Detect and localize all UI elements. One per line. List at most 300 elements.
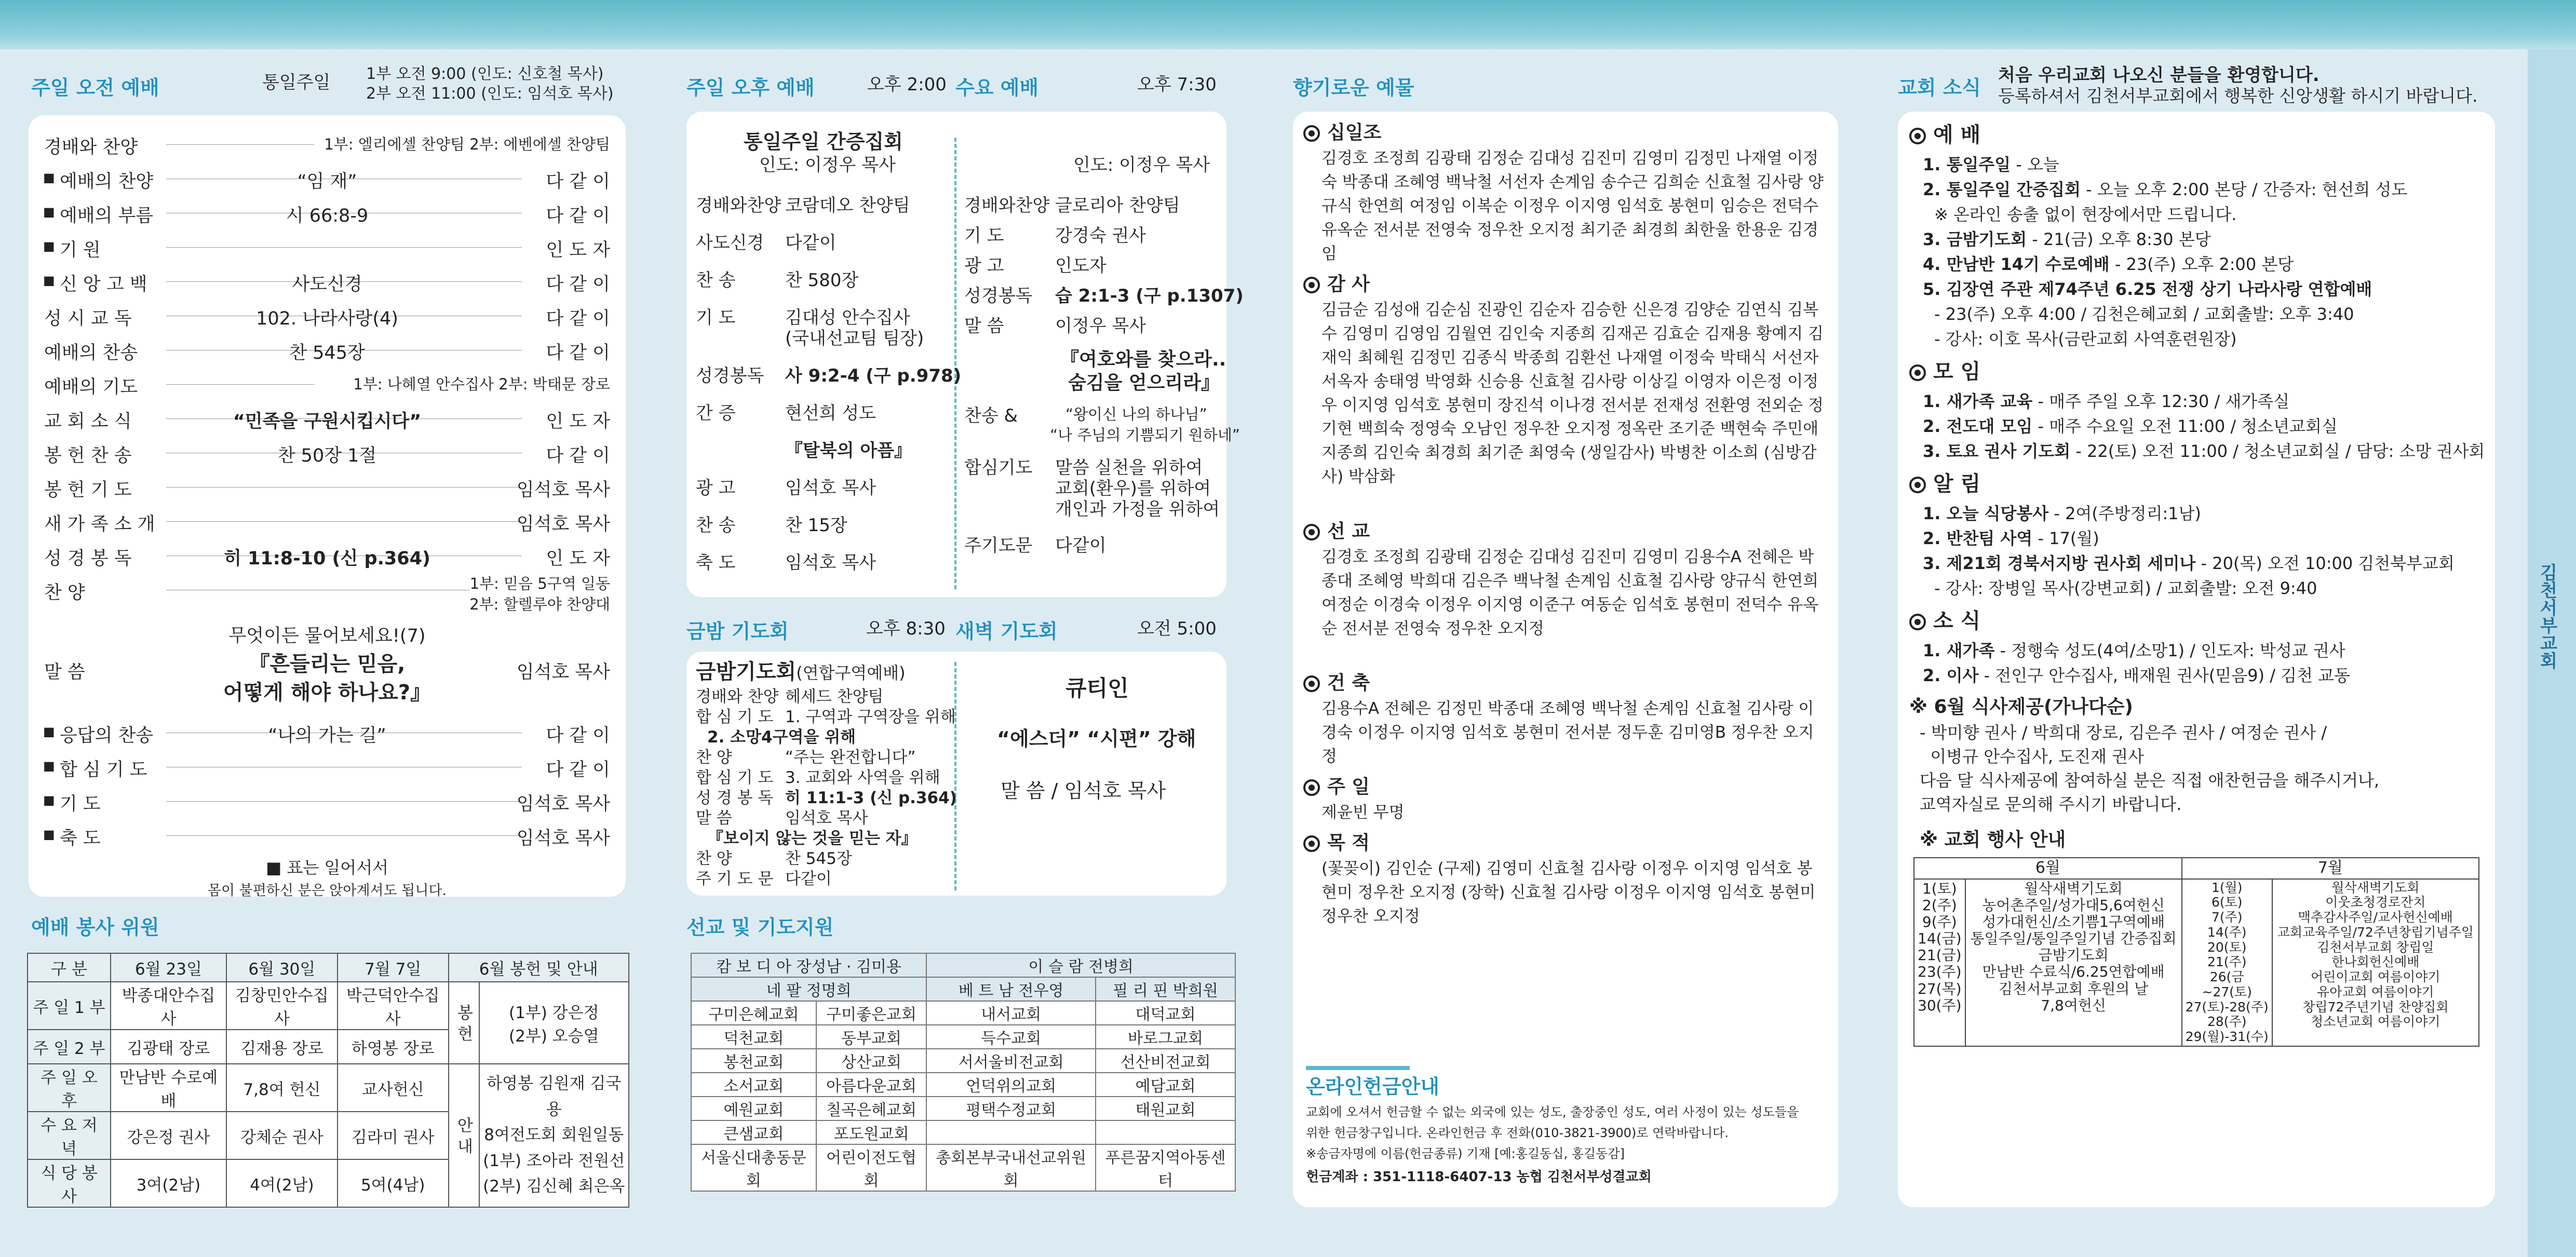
news-item — [1923, 441, 2485, 462]
news-item-text: - 23(주) 오후 4:00 / 김천은혜교회 / 교회출발: 오후 3:40 — [1934, 304, 2354, 324]
july-date: 21(주) — [2207, 954, 2247, 970]
order-label: 말 씀 — [44, 662, 85, 683]
choir-1: 1부: 믿음 5구역 일동 — [469, 575, 610, 592]
news-item — [1923, 391, 2289, 412]
friday-label: 경배와 찬양 — [696, 687, 779, 706]
news-item — [1934, 329, 2237, 349]
bong-label: 봉 헌 — [449, 982, 479, 1064]
mission-row — [691, 1120, 1235, 1144]
june-event: 성가대헌신/소기쁨1구역예배 — [1982, 913, 2165, 930]
offering-group-title — [1303, 671, 1370, 695]
service-row — [28, 982, 629, 1030]
bong-2: (2부) 오승열 — [508, 1027, 599, 1046]
wednesday-lord: 다같이 — [1055, 535, 1107, 556]
dawn-title: 새벽 기도회 — [955, 620, 1058, 643]
wednesday-prayer: 개인과 가정을 위하여 — [1055, 499, 1220, 520]
news-item-text: - 오늘 — [2011, 155, 2059, 174]
dawn-head: 큐티인 — [1066, 675, 1129, 701]
mission-cell: 아름다운교회 — [816, 1073, 927, 1097]
friday-label: 말 씀 — [696, 809, 732, 828]
june-date: 23(주) — [1918, 963, 1962, 981]
mission-cell: 득수교회 — [926, 1025, 1096, 1049]
order-leader: 1부: 엘리에셀 찬양팀 2부: 에벤에셀 찬양팀 — [324, 136, 610, 153]
online-line-1: 교회에 오셔서 헌금할 수 없는 외국에 있는 성도, 출장중인 성도, 여러 사정이 있는 성도들을 — [1306, 1105, 1799, 1119]
mission-cell: 캄 보 디 아 장성남 · 김미용 — [691, 953, 926, 977]
divider-2 — [954, 662, 956, 890]
meal-line: 다음 달 식사제공에 참여하실 분은 직접 애찬헌금을 해주시거나, — [1920, 771, 2380, 790]
june-date: 2(주) — [1922, 896, 1957, 914]
service-head-cell: 6월 봉헌 및 안내 — [449, 953, 629, 982]
offering-group-title — [1303, 121, 1381, 144]
wednesday-sermon-2: 숨김을 얻으리라』 — [1068, 372, 1220, 394]
bullet-circle-icon — [1909, 614, 1926, 630]
news-section-name: 소 식 — [1933, 609, 1981, 633]
friday-title: 금밤 기도회 — [686, 620, 789, 643]
friday-value: 3. 교회와 사역을 위해 — [785, 768, 940, 787]
friday-label: 성 경 봉 독 — [696, 789, 774, 807]
mission-cell: 봉천교회 — [691, 1049, 816, 1073]
news-item — [1923, 503, 2201, 524]
wednesday-value: 이정우 목사 — [1055, 316, 1147, 336]
mission-title: 선교 및 기도지원 — [686, 916, 834, 939]
mission-cell: 필 리 핀 박희원 — [1096, 977, 1235, 1001]
order-leader: 임석호 목사 — [516, 480, 610, 501]
wednesday-time: 오후 7:30 — [1137, 74, 1217, 95]
order-label: 예배의 기도 — [44, 377, 138, 398]
afternoon-value: 다같이 — [785, 233, 837, 253]
afternoon-title: 주일 오후 예배 — [686, 76, 815, 99]
friday-head: 금밤기도회(연합구역예배) — [696, 660, 906, 684]
offering-group-name: 십일조 — [1327, 122, 1382, 143]
offering-names: 김경호 조정희 김광태 김정순 김대성 김진미 김영미 김용수A 전혜은 박종대 조혜영 박희대 김은주 백낙철 손계임 신효철 김사랑 양규식 한연희 여정순 이경숙 이정우 이지영 이준구 여동순 임석호 봉현미 전덕수 유옥순 전서분 전영숙 정우찬 오지정 — [1321, 548, 1819, 638]
news-item — [1923, 553, 2454, 574]
news-item-text: - 전인구 안수집사, 배재원 권사(믿음9) / 김천 교동 — [1978, 666, 2351, 685]
mission-cell: 총회본부국내선교위원회 — [926, 1144, 1096, 1191]
order-row — [29, 538, 626, 571]
afternoon-head: 통일주일 간증집회 — [744, 130, 903, 153]
afternoon-value: 사 9:2-4 (구 p.978) — [785, 366, 962, 386]
mission-cell: 칠곡은혜교회 — [816, 1097, 927, 1120]
wednesday-prayer: 말씀 실천을 위하여 — [1055, 457, 1203, 478]
afternoon-label: 경배와찬양 — [696, 195, 781, 216]
afternoon-value-2: (국내선교팀 팀장) — [785, 328, 924, 349]
news-item-head: 2. 이사 — [1923, 666, 1979, 685]
friday-dawn-card — [686, 652, 1226, 896]
leader-line — [166, 247, 522, 248]
news-item-head: 1. 새가족 — [1923, 641, 1995, 660]
order-label: ■ 예배의 찬양 — [44, 167, 153, 193]
july-event: 이웃초청경로잔치 — [2325, 895, 2426, 910]
july-date: 1(월) — [2211, 880, 2243, 895]
service-cell: 3여(2남) — [111, 1159, 226, 1207]
service-cell: 박종대안수집사 — [111, 982, 226, 1030]
bullet-circle-icon — [1909, 477, 1926, 493]
dawn-time: 오전 5:00 — [1137, 618, 1217, 639]
news-title: 교회 소식 — [1898, 76, 1981, 99]
an-names — [479, 1064, 629, 1207]
mission-row — [691, 1049, 1235, 1073]
service-cell: 7,8여 헌신 — [226, 1064, 338, 1112]
order-row-sermon — [29, 621, 626, 710]
sermon-title-2: 어떻게 해야 하나요?』 — [223, 681, 431, 705]
july-date: 14(주) — [2207, 924, 2247, 940]
order-leader: 인 도 자 — [546, 548, 610, 569]
offering-card — [1293, 112, 1838, 1207]
news-item-head: 3. 제21회 경북서지방 권사회 세미나 — [1923, 553, 2196, 573]
order-leader: 다 같 이 — [546, 171, 610, 192]
bullet-circle-icon — [1303, 835, 1320, 852]
service-cell: 수 요 저 녁 — [28, 1112, 111, 1159]
mission-cell: 서서울비전교회 — [926, 1049, 1096, 1073]
mission-cell: 포도원교회 — [816, 1120, 927, 1144]
order-row — [29, 298, 626, 331]
order-leader: 임석호 목사 — [516, 662, 610, 683]
note-2: 몸이 불편하신 분은 앉아계셔도 됩니다. — [207, 883, 447, 899]
mission-table — [691, 953, 1236, 1192]
afternoon-value: 현선희 성도 — [785, 403, 876, 424]
mission-row — [691, 1073, 1235, 1097]
mission-cell: 서울신대총동문회 — [691, 1144, 816, 1191]
offering-names: 제윤빈 무명 — [1321, 803, 1405, 822]
news-section-title — [1909, 608, 1980, 634]
friday-value: 1. 구역과 구역장을 위해 — [785, 708, 956, 726]
news-item-head: 1. 통일주일 — [1923, 155, 2011, 174]
mission-cell: 대덕교회 — [1096, 1001, 1235, 1025]
order-item: 102. 나라사랑(4) — [256, 308, 398, 329]
friday-label: 찬 양 — [696, 849, 732, 868]
news-item-text: ※ 온라인 송출 없이 현장에서만 드립니다. — [1934, 205, 2237, 224]
news-item — [1923, 279, 2372, 300]
june-date: 27(목) — [1918, 980, 1962, 997]
mission-cell: 선산비전교회 — [1096, 1049, 1235, 1073]
news-welcome: 처음 우리교회 나오신 분들을 환영합니다. — [1998, 65, 2319, 86]
afternoon-label: 찬 송 — [696, 515, 736, 536]
order-item: 시 66:8-9 — [286, 206, 369, 226]
mission-row — [691, 1144, 1235, 1191]
wednesday-hymn-2: “나 주님의 기쁨되기 원하네” — [1050, 426, 1240, 444]
news-item — [1934, 304, 2354, 325]
mission-cell — [1096, 1120, 1235, 1144]
order-item: “나의 가는 길” — [268, 725, 386, 746]
news-welcome-2: 등록하셔서 김천서부교회에서 행복한 신앙생활 하시기 바랍니다. — [1998, 86, 2478, 106]
calendar-head-cell: 7월 — [2182, 858, 2479, 879]
service-title: 예배 봉사 위원 — [31, 916, 159, 939]
bullet-circle-icon — [1303, 779, 1320, 796]
july-date: 27(토)-28(주) — [2185, 999, 2269, 1015]
news-section-title — [1909, 122, 1980, 148]
mission-cell: 어린이전도협회 — [816, 1144, 927, 1191]
friday-value: 2. 소망4구역을 위해 — [707, 728, 856, 747]
meal-line: - 박미향 권사 / 박희대 장로, 김은주 권사 / 여정순 권사 / — [1920, 723, 2327, 742]
wednesday-label: 광 고 — [964, 255, 1004, 276]
online-line-2: 위한 헌금창구입니다. 온라인헌금 후 전화(010-3821-3900)로 연락바랍니다. — [1306, 1126, 1729, 1140]
friday-value: “주는 완전합니다” — [785, 748, 916, 767]
service-cell: 주 일 오 후 — [28, 1064, 111, 1112]
service-cell: 교사헌신 — [338, 1064, 449, 1112]
order-item: “임 재” — [297, 171, 357, 192]
mission-cell: 소서교회 — [691, 1073, 816, 1097]
july-date: 28(주) — [2207, 1014, 2247, 1030]
news-item-head: 3. 금밤기도회 — [1923, 229, 2027, 249]
afternoon-value: 김대성 안수집사 — [785, 307, 910, 328]
news-item-text: - 매주 수요일 오전 11:00 / 청소년교회실 — [2032, 416, 2338, 436]
news-item — [1934, 204, 2236, 225]
wednesday-lord-label: 주기도문 — [964, 535, 1033, 556]
wednesday-label: 기 도 — [964, 225, 1004, 246]
friday-value: 히 11:1-3 (신 p.364) — [785, 789, 957, 807]
mission-cell: 바로그교회 — [1096, 1025, 1235, 1049]
offering-group-title — [1303, 273, 1370, 296]
mission-cell: 푸른꿈지역아동센터 — [1096, 1144, 1235, 1191]
an-line: 하영봉 김원재 김국용 — [487, 1074, 622, 1119]
order-label: 찬 양 — [44, 583, 85, 603]
mission-cell: 베 트 남 전우영 — [926, 977, 1096, 1001]
june-event: 농어촌주일/성가대5,6여헌신 — [1982, 896, 2165, 914]
offering-names: 김금순 김성애 김순심 진광인 김순자 김승한 신은경 김양순 김연식 김복수 김영미 김영임 김월연 김인숙 지종희 김재곤 김효순 김재용 황예지 김재익 최혜원 김정민 김종식 박종희 김환선 나재열 이정숙 박태식 서선자 서옥자 송태영 박영화 신승용 신효철 김사랑 이상길 이영자 이은정 이정우 이지영 임석호 봉현미 장진석 이나경 전서분 전재성 전환영 전외순 정기현 백희숙 정영숙 오남인 정우찬 오지정 정옥란 조기준 백현숙 주민애 지종희 김인숙 최경희 최기준 최영숙 (생일감사) 박병찬 이소희 (심방감사) 박삼화 — [1321, 301, 1824, 486]
meal-line: 이병규 안수집사, 도진재 권사 — [1920, 747, 2144, 766]
order-item: 찬 50장 1절 — [277, 445, 377, 466]
news-item-text: - 강사: 이호 목사(금란교회 사역훈련원장) — [1934, 329, 2237, 349]
june-event: 만남반 수료식/6.25연합예배 — [1982, 963, 2165, 981]
online-account: 헌금계좌 : 351-1118-6407-13 농협 김천서부성결교회 — [1306, 1169, 1652, 1185]
order-leader: 다 같 이 — [546, 206, 610, 226]
mission-cell: 상산교회 — [816, 1049, 927, 1073]
news-item — [1923, 179, 2407, 200]
news-item — [1923, 416, 2338, 437]
mission-cell: 예담교회 — [1096, 1073, 1235, 1097]
calendar-table — [1913, 857, 2479, 1047]
morning-tag: 통일주일 — [262, 72, 331, 93]
offering-names: 김용수A 전혜은 김정민 박종대 조혜영 백낙철 손계임 신효철 김사랑 이경숙 이정우 이지영 임석호 봉현미 전서분 정두훈 김미영B 정우찬 오지정 — [1321, 699, 1814, 766]
order-label: 봉 헌 기 도 — [44, 480, 132, 501]
afternoon-label: 광 고 — [696, 478, 736, 498]
june-date: 9(주) — [1922, 913, 1957, 930]
morning-time-1: 1부 오전 9:00 (인도: 신호철 목사) — [366, 65, 604, 83]
wednesday-title: 수요 예배 — [955, 76, 1039, 99]
sermon-pre: 무엇이든 물어보세요!(7) — [228, 626, 426, 646]
news-item-text: - 21(금) 오후 8:30 본당 — [2027, 229, 2211, 249]
news-item — [1923, 229, 2211, 250]
friday-value: 다같이 — [785, 870, 832, 888]
july-events — [2272, 879, 2479, 1046]
offering-group-name: 선 교 — [1327, 521, 1370, 542]
leader-line — [166, 144, 314, 145]
order-leader: 1부: 나혜열 안수집사 2부: 박태문 장로 — [353, 375, 610, 393]
afternoon-value: 찬 580장 — [785, 270, 859, 291]
friday-label: 합 심 기 도 — [696, 708, 774, 726]
order-label: 경배와 찬양 — [44, 137, 138, 158]
news-item-text: - 17(월) — [2032, 529, 2099, 548]
july-event: 월삭새벽기도회 — [2331, 880, 2420, 895]
news-item-head: 2. 전도대 모임 — [1923, 416, 2033, 436]
mission-cell: 평택수정교회 — [926, 1097, 1096, 1120]
friday-time: 오후 8:30 — [866, 618, 946, 639]
order-label: ■ 기 도 — [44, 790, 101, 816]
friday-label: 찬 양 — [696, 748, 732, 767]
order-row — [29, 818, 626, 851]
wednesday-value: 습 2:1-3 (구 p.1307) — [1055, 286, 1244, 306]
news-item-head: 2. 반찬팀 사역 — [1923, 529, 2033, 548]
news-card — [1898, 112, 2495, 1207]
offering-group-title — [1303, 520, 1370, 543]
online-title: 온라인헌금안내 — [1306, 1075, 1439, 1098]
order-row — [29, 195, 626, 228]
service-cell: 박근덕안수집사 — [338, 982, 449, 1030]
order-row-choir — [29, 572, 626, 619]
order-leader: 인 도 자 — [546, 240, 610, 261]
june-event: 7,8여헌신 — [2041, 996, 2106, 1014]
leader-line — [166, 384, 314, 385]
order-leader: 임석호 목사 — [516, 828, 610, 849]
order-row — [29, 229, 626, 263]
wednesday-value: 글로리아 찬양팀 — [1055, 195, 1180, 216]
service-cell: 5여(4남) — [338, 1159, 449, 1207]
news-item — [1923, 665, 2350, 686]
calendar-body — [1914, 879, 2479, 1046]
morning-order-card — [29, 115, 626, 897]
mission-row — [691, 953, 1235, 977]
online-rule — [1306, 1066, 1410, 1070]
order-label: ■ 합 심 기 도 — [44, 755, 147, 781]
mission-cell: 큰샘교회 — [691, 1120, 816, 1144]
june-date: 30(주) — [1918, 996, 1962, 1014]
news-section-name: 예 배 — [1933, 123, 1981, 147]
mission-cell: 구미은혜교회 — [691, 1001, 816, 1025]
service-cell: 강은정 권사 — [111, 1112, 226, 1159]
friday-value: 임석호 목사 — [785, 809, 868, 828]
friday-value: 『보이지 않는 것을 믿는 자』 — [707, 829, 918, 848]
news-section-name: 알 림 — [1933, 472, 1981, 496]
news-item-head: 2. 통일주일 간증집회 — [1923, 180, 2081, 199]
order-row — [29, 504, 626, 537]
news-item — [1923, 254, 2294, 275]
mission-cell: 이 슬 람 전병희 — [926, 953, 1235, 977]
service-row — [28, 1064, 629, 1112]
leader-line — [166, 801, 522, 802]
order-row — [29, 715, 626, 748]
service-head — [28, 953, 629, 982]
morning-title: 주일 오전 예배 — [31, 76, 159, 99]
june-date: 14(금) — [1918, 930, 1962, 948]
service-cell: 김라미 권사 — [338, 1112, 449, 1159]
news-item-text: - 2여(주방정리:1남) — [2048, 504, 2202, 523]
july-event: 어린이교회 여름이야기 — [2311, 969, 2440, 984]
order-label: 성 경 봉 독 — [44, 548, 132, 569]
order-row — [29, 401, 626, 434]
divider — [954, 138, 956, 589]
mission-row — [691, 1097, 1235, 1120]
order-leader: 다 같 이 — [546, 445, 610, 466]
order-row — [29, 749, 626, 782]
july-event: 창립72주년기념 찬양집회 — [2302, 999, 2449, 1015]
offering-group-name: 감 사 — [1327, 274, 1370, 295]
order-row — [29, 435, 626, 468]
offering-group-name: 목 적 — [1327, 832, 1370, 854]
bong-1: (1부) 강은정 — [508, 1004, 599, 1022]
july-date: 26(금~27(토) — [2202, 969, 2252, 999]
wednesday-value: 인도자 — [1055, 255, 1107, 276]
order-item: 히 11:8-10 (신 p.364) — [224, 548, 430, 569]
june-event: 금밤기도회 — [2038, 947, 2109, 964]
afternoon-leader: 인도: 이정우 목사 — [759, 155, 896, 175]
afternoon-label: 기 도 — [696, 307, 736, 328]
wednesday-hymn-1: “왕이신 나의 하나님” — [1066, 406, 1207, 423]
news-section-title — [1909, 471, 1980, 497]
news-item-text: - 20(목) 오전 10:00 김천북부교회 — [2195, 553, 2454, 573]
news-item-text: - 강사: 장병일 목사(강변교회) / 교회출발: 오전 9:40 — [1934, 578, 2317, 598]
order-leader: 다 같 이 — [546, 725, 610, 746]
order-label: ■ 신 앙 고 백 — [44, 270, 147, 296]
order-leader: 임석호 목사 — [516, 514, 610, 535]
june-date: 21(금) — [1918, 947, 1962, 964]
july-event: 청소년교회 여름이야기 — [2311, 1014, 2440, 1030]
service-cell: 강체순 권사 — [226, 1112, 338, 1159]
afternoon-wednesday-card — [686, 112, 1244, 597]
an-line: (2부) 김신혜 최은옥 — [483, 1177, 625, 1196]
sermon-title-1: 『흔들리는 믿음, — [249, 652, 406, 676]
service-head-cell: 구 분 — [28, 953, 111, 982]
mission-cell: 네 팔 정명희 — [691, 977, 926, 1001]
bullet-circle-icon — [1303, 277, 1320, 293]
wednesday-prayer-label: 합심기도 — [964, 457, 1033, 478]
order-label: ■ 축 도 — [44, 824, 101, 850]
afternoon-label: 찬 송 — [696, 270, 736, 291]
top-banner — [0, 0, 2576, 49]
afternoon-value: 코람데오 찬양팀 — [785, 195, 910, 216]
service-cell: 식 당 봉 사 — [28, 1159, 111, 1207]
meal-title: ※ 6월 식사제공(가나다순) — [1909, 696, 2134, 718]
service-cell: 김창민안수집사 — [226, 982, 338, 1030]
order-label: 성 시 교 독 — [44, 308, 132, 329]
bullet-circle-icon — [1303, 125, 1320, 142]
june-dates — [1914, 879, 1965, 1046]
service-cell: 4여(2남) — [226, 1159, 338, 1207]
wednesday-hymn-label: 찬송 & — [964, 406, 1018, 426]
friday-value: 헤세드 찬양팀 — [785, 687, 884, 706]
order-label: 봉 헌 찬 송 — [44, 445, 132, 466]
news-item-text: - 22(토) 오전 11:00 / 청소년교회실 / 담당: 소망 권사회 — [2070, 441, 2485, 461]
order-label: 예배의 찬송 — [44, 343, 138, 363]
wednesday-label: 성경봉독 — [964, 286, 1033, 306]
mission-row — [691, 1025, 1235, 1049]
july-event: 유아교회 여름이야기 — [2317, 984, 2434, 999]
news-section-title — [1909, 359, 1980, 385]
wednesday-value: 강경숙 권사 — [1055, 225, 1147, 246]
online-line-3: ※송금자명에 이름(헌금종류) 기재 [예:홍길동십, 홍길동감] — [1306, 1146, 1625, 1161]
afternoon-value: 임석호 목사 — [785, 552, 876, 573]
friday-label: 합 심 기 도 — [696, 768, 774, 787]
order-row — [29, 264, 626, 297]
offering-group-title — [1303, 775, 1370, 799]
mission-row — [691, 977, 1235, 1001]
news-item-head: 5. 김장연 주관 제74주년 6.25 전쟁 상기 나라사랑 연합예배 — [1923, 279, 2372, 299]
order-leader: 인 도 자 — [546, 411, 610, 432]
july-event: 맥추감사주일/교사헌신예배 — [2298, 910, 2453, 925]
mission-cell — [926, 1120, 1096, 1144]
news-item — [1934, 578, 2317, 599]
order-item: 찬 545장 — [289, 343, 365, 363]
dawn-sub: “에스더” “시편” 강해 — [997, 727, 1196, 750]
july-dates — [2182, 879, 2272, 1046]
mission-cell: 동부교회 — [816, 1025, 927, 1049]
leader-line — [166, 521, 522, 522]
leader-line — [166, 835, 522, 836]
order-leader: 다 같 이 — [546, 274, 610, 295]
order-label: ■ 응답의 찬송 — [44, 721, 153, 747]
news-item-head: 1. 오늘 식당봉사 — [1923, 504, 2049, 523]
offering-group-name: 건 축 — [1327, 672, 1370, 694]
june-date: 1(토) — [1922, 880, 1957, 897]
